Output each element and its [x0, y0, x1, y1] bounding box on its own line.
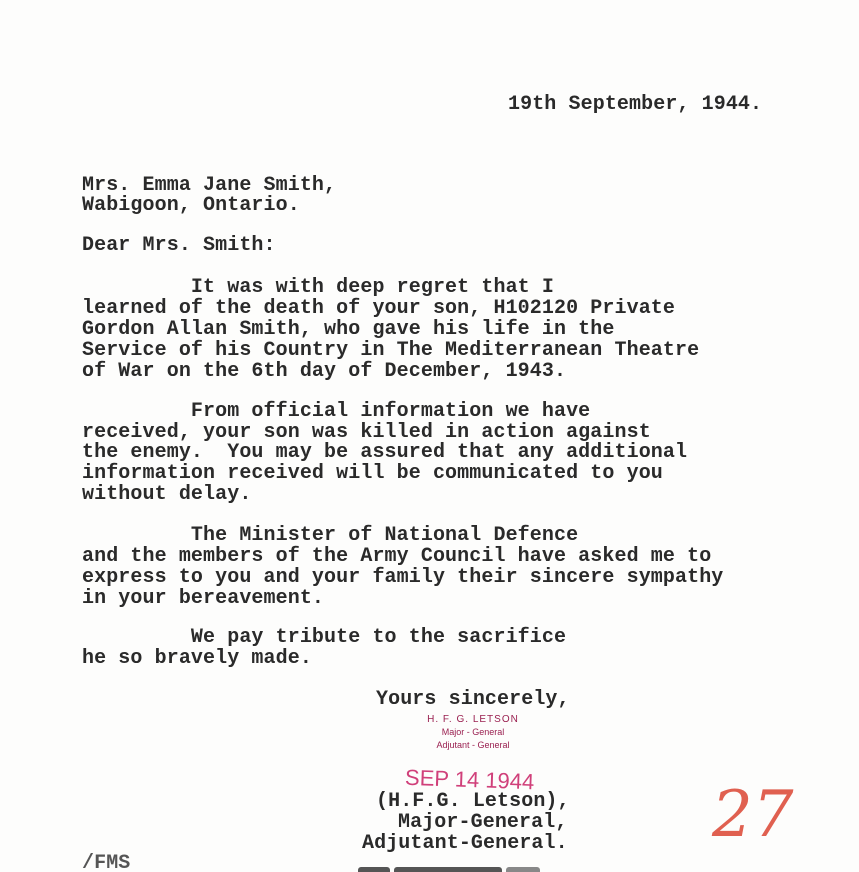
paragraph-1-line: learned of the death of your son, H102120 Private [82, 297, 675, 320]
scroll-bar-segment [358, 867, 390, 872]
signature-stamp-rank: Major - General [441, 727, 505, 737]
signature-stamp-name: H. F. G. LETSON [427, 714, 519, 725]
paragraph-3-line: The Minister of National Defence [82, 524, 579, 547]
paragraph-2-line: From official information we have [82, 400, 591, 423]
paragraph-4-line: We pay tribute to the sacrifice [82, 626, 567, 649]
paragraph-1-line: It was with deep regret that I [82, 276, 554, 299]
scroll-bar-segment [394, 867, 502, 872]
signatory-title: Adjutant-General. [362, 832, 568, 855]
scroll-bar-segment [506, 867, 540, 872]
salutation: Dear Mrs. Smith: [82, 234, 276, 257]
paragraph-2-line: received, your son was killed in action against [82, 421, 651, 444]
paragraph-1-line: of War on the 6th day of December, 1943. [82, 360, 567, 383]
paragraph-1-line: Service of his Country in The Mediterranean Theatre [82, 339, 700, 362]
address-line-1: Mrs. Emma Jane Smith, [82, 174, 337, 197]
paragraph-2-line: without delay. [82, 483, 252, 506]
paragraph-3-line: express to you and your family their sincere sympathy [82, 566, 724, 589]
signature-stamp-title: Adjutant - General [436, 740, 510, 750]
handwritten-page-number: 27 [712, 778, 794, 852]
paragraph-2-line: information received will be communicated to you [82, 462, 663, 485]
signatory-rank: Major-General, [398, 811, 568, 834]
paragraph-4-line: he so bravely made. [82, 647, 312, 670]
received-date-stamp: SEP 14 1944 [404, 764, 535, 795]
typist-initials: /FMS [82, 852, 131, 872]
closing: Yours sincerely, [376, 688, 570, 711]
signatory-name: (H.F.G. Letson), [376, 790, 570, 813]
paragraph-1-line: Gordon Allan Smith, who gave his life in the [82, 318, 615, 341]
address-line-2: Wabigoon, Ontario. [82, 194, 300, 217]
paragraph-2-line: the enemy. You may be assured that any additional [82, 441, 688, 464]
paragraph-3-line: in your bereavement. [82, 587, 325, 610]
letter-date: 19th September, 1944. [508, 93, 763, 116]
paragraph-3-line: and the members of the Army Council have asked me to [82, 545, 712, 568]
